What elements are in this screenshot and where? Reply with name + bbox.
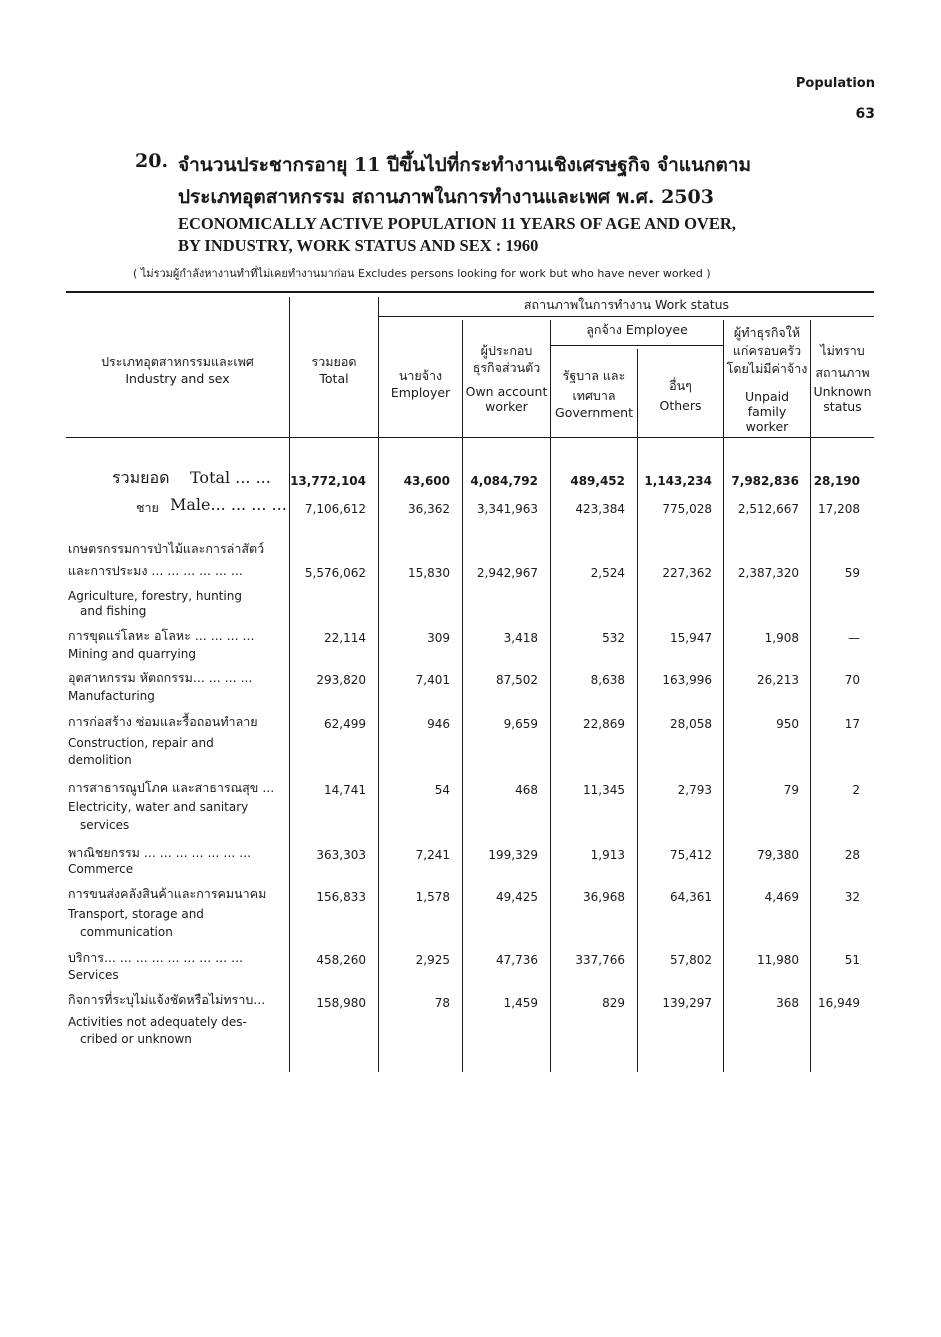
header-government-thai-2: เทศบาล: [572, 388, 616, 403]
row-label-male-english: Male... ... ... ...: [170, 495, 287, 514]
cell-unknown-status: —: [848, 631, 860, 645]
row-label-transport-english-2: communication: [80, 925, 173, 939]
header-employer-thai: นายจ้าง: [398, 368, 443, 383]
cell-own-account: 3,341,963: [476, 502, 538, 516]
cell-others: 28,058: [670, 717, 712, 731]
header-own-account-thai-2: ธุรกิจส่วนตัว: [472, 360, 541, 375]
row-label-transport-thai: การขนส่งคลังสินค้าและการคมนาคม: [68, 886, 267, 901]
cell-employer: 7,241: [415, 848, 450, 862]
cell-total: 5,576,062: [304, 566, 366, 580]
cell-unknown-status: 17: [844, 717, 860, 731]
cell-government: 829: [602, 996, 625, 1010]
cell-total: 13,772,104: [290, 474, 366, 488]
cell-total: 22,114: [324, 631, 366, 645]
header-unknown-english-1: Unknown: [813, 384, 872, 399]
header-own-account-thai-1: ผู้ประกอบ: [480, 343, 533, 358]
cell-own-account: 47,736: [496, 953, 538, 967]
cell-unknown-status: 16,949: [818, 996, 860, 1010]
cell-total: 156,833: [316, 890, 366, 904]
cell-others: 163,996: [662, 673, 712, 687]
cell-unpaid-family: 950: [776, 717, 799, 731]
cell-government: 337,766: [575, 953, 625, 967]
row-label-mining-english: Mining and quarrying: [68, 647, 196, 661]
row-label-construction-english-1: Construction, repair and: [68, 736, 214, 750]
header-unpaid-thai-3: โดยไม่มีค่าจ้าง: [726, 361, 808, 376]
cell-others: 64,361: [670, 890, 712, 904]
cell-unknown-status: 17,208: [818, 502, 860, 516]
cell-others: 75,412: [670, 848, 712, 862]
row-label-unknown-activities-english-1: Activities not adequately des-: [68, 1015, 247, 1029]
row-label-manufacturing-english: Manufacturing: [68, 689, 155, 703]
column-divider: [289, 297, 290, 1072]
cell-others: 227,362: [662, 566, 712, 580]
cell-government: 22,869: [583, 717, 625, 731]
row-label-manufacturing-thai: อุตสาหกรรม หัตถกรรม... ... ... ...: [68, 670, 253, 685]
header-others-thai: อื่นๆ: [669, 378, 692, 393]
header-own-account-english-2: worker: [485, 399, 528, 414]
cell-total: 7,106,612: [304, 502, 366, 516]
row-label-male-thai: ชาย: [136, 500, 159, 515]
cell-government: 36,968: [583, 890, 625, 904]
cell-unpaid-family: 2,512,667: [737, 502, 799, 516]
cell-government: 2,524: [590, 566, 625, 580]
row-label-unknown-activities-english-2: cribed or unknown: [80, 1032, 192, 1046]
title-thai-line2: ประเภทอุตสาหกรรม สถานภาพในการทำงานและเพศ พ.ศ. 2503: [178, 186, 714, 208]
row-label-electricity-english-2: services: [80, 818, 130, 832]
column-divider: [637, 349, 638, 1072]
cell-unpaid-family: 26,213: [757, 673, 799, 687]
cell-government: 1,913: [590, 848, 625, 862]
header-employer-english: Employer: [390, 385, 451, 400]
cell-unknown-status: 59: [844, 566, 860, 580]
header-unknown-thai-2: สถานภาพ: [815, 365, 870, 380]
header-others-english: Others: [659, 398, 702, 413]
row-label-services-english: Services: [68, 968, 119, 982]
cell-unpaid-family: 79: [783, 783, 799, 797]
cell-total: 293,820: [316, 673, 366, 687]
header-unknown-english-2: status: [823, 399, 862, 414]
cell-unknown-status: 2: [852, 783, 860, 797]
cell-employer: 946: [427, 717, 450, 731]
cell-total: 158,980: [316, 996, 366, 1010]
row-label-electricity-thai: การสาธารณูปโภค และสาธารณสุข ...: [68, 780, 275, 795]
cell-government: 532: [602, 631, 625, 645]
header-unpaid-thai-1: ผู้ทำธุรกิจให้: [733, 325, 801, 340]
cell-employer: 1,578: [415, 890, 450, 904]
work-status-rule: [378, 316, 874, 317]
cell-employer: 309: [427, 631, 450, 645]
cell-own-account: 9,659: [503, 717, 538, 731]
cell-total: 14,741: [324, 783, 366, 797]
column-divider: [378, 297, 379, 1072]
column-divider: [810, 320, 811, 1072]
running-head: Population: [795, 76, 875, 91]
row-label-construction-thai: การก่อสร้าง ซ่อมและรื้อถอนทำลาย: [68, 714, 258, 729]
cell-unpaid-family: 2,387,320: [737, 566, 799, 580]
cell-unpaid-family: 79,380: [757, 848, 799, 862]
cell-own-account: 4,084,792: [470, 474, 538, 488]
header-government-english: Government: [555, 405, 633, 420]
cell-unknown-status: 51: [844, 953, 860, 967]
row-label-total-thai: รวมยอด: [112, 468, 170, 487]
table-note: ( ไม่รวมผู้กำลังหางานทำที่ไม่เคยทำงานมาก่อน Excludes persons looking for work but who have never worked ): [133, 267, 711, 280]
header-own-account-english-1: Own account: [465, 384, 548, 399]
title-thai-line1: จำนวนประชากรอายุ 11 ปีขึ้นไปที่กระทำงานเชิงเศรษฐกิจ จำแนกตาม: [178, 154, 752, 176]
header-total-thai: รวมยอด: [311, 354, 357, 369]
cell-employer: 36,362: [408, 502, 450, 516]
cell-total: 458,260: [316, 953, 366, 967]
header-unpaid-english-2: family: [747, 404, 787, 419]
cell-government: 8,638: [590, 673, 625, 687]
cell-others: 1,143,234: [644, 474, 712, 488]
cell-others: 15,947: [670, 631, 712, 645]
cell-employer: 54: [434, 783, 450, 797]
cell-employer: 7,401: [415, 673, 450, 687]
cell-employer: 15,830: [408, 566, 450, 580]
header-employee: ลูกจ้าง Employee: [586, 322, 688, 337]
title-english-line1: ECONOMICALLY ACTIVE POPULATION 11 YEARS OF AGE AND OVER,: [178, 214, 736, 233]
header-unpaid-english-1: Unpaid: [744, 389, 790, 404]
row-label-mining-thai: การขุดแร่โลหะ อโลหะ ... ... ... ...: [68, 628, 255, 643]
cell-own-account: 1,459: [503, 996, 538, 1010]
row-label-commerce-english: Commerce: [68, 862, 134, 876]
column-divider: [462, 320, 463, 1072]
cell-employer: 2,925: [415, 953, 450, 967]
header-unknown-thai-1: ไม่ทราบ: [820, 343, 865, 358]
row-label-agriculture-english-2: and fishing: [80, 604, 147, 618]
header-industry-english: Industry and sex: [125, 371, 230, 386]
title-english-line2: BY INDUSTRY, WORK STATUS AND SEX : 1960: [178, 236, 539, 255]
row-label-commerce-thai: พาณิชยกรรม ... ... ... ... ... ... ...: [68, 845, 252, 860]
cell-unpaid-family: 4,469: [764, 890, 799, 904]
cell-government: 489,452: [570, 474, 625, 488]
row-label-agriculture-thai-1: เกษตรกรรมการป่าไม้และการล่าสัตว์: [68, 541, 265, 556]
cell-others: 139,297: [662, 996, 712, 1010]
row-label-construction-english-2: demolition: [68, 753, 132, 767]
cell-unpaid-family: 11,980: [757, 953, 799, 967]
cell-unknown-status: 28: [844, 848, 860, 862]
header-work-status: สถานภาพในการทำงาน Work status: [523, 297, 730, 312]
header-total-english: Total: [319, 371, 349, 386]
cell-unpaid-family: 7,982,836: [731, 474, 799, 488]
cell-employer: 78: [434, 996, 450, 1010]
cell-own-account: 87,502: [496, 673, 538, 687]
cell-government: 11,345: [583, 783, 625, 797]
cell-others: 57,802: [670, 953, 712, 967]
cell-own-account: 3,418: [503, 631, 538, 645]
cell-own-account: 199,329: [488, 848, 538, 862]
column-divider: [550, 320, 551, 1072]
row-label-agriculture-thai-2: และการประมง ... ... ... ... ... ...: [68, 563, 243, 578]
header-unpaid-english-3: worker: [745, 419, 789, 434]
cell-unpaid-family: 1,908: [764, 631, 799, 645]
table-number: 20.: [135, 150, 169, 172]
header-industry-thai: ประเภทอุตสาหกรรมและเพศ: [101, 354, 254, 369]
cell-own-account: 468: [515, 783, 538, 797]
cell-total: 62,499: [324, 717, 366, 731]
employee-rule: [550, 345, 723, 346]
cell-unknown-status: 70: [844, 673, 860, 687]
row-label-total-english: Total ... ...: [190, 468, 271, 487]
cell-government: 423,384: [575, 502, 625, 516]
cell-own-account: 2,942,967: [476, 566, 538, 580]
cell-others: 775,028: [662, 502, 712, 516]
header-unpaid-thai-2: แก่ครอบครัว: [732, 343, 802, 358]
row-label-transport-english-1: Transport, storage and: [68, 907, 204, 921]
cell-total: 363,303: [316, 848, 366, 862]
row-label-agriculture-english-1: Agriculture, forestry, hunting: [68, 589, 242, 603]
cell-employer: 43,600: [403, 474, 450, 488]
cell-others: 2,793: [677, 783, 712, 797]
header-bottom-rule: [66, 437, 874, 438]
cell-own-account: 49,425: [496, 890, 538, 904]
row-label-unknown-activities-thai: กิจการที่ระบุไม่แจ้งชัดหรือไม่ทราบ...: [68, 992, 266, 1007]
cell-unknown-status: 32: [844, 890, 860, 904]
row-label-electricity-english-1: Electricity, water and sanitary: [68, 800, 249, 814]
header-government-thai-1: รัฐบาล และ: [562, 368, 626, 383]
row-label-services-thai: บริการ... ... ... ... ... ... ... ... ...: [68, 950, 244, 965]
page-number: 63: [855, 106, 875, 122]
top-rule: [66, 291, 874, 293]
cell-unknown-status: 28,190: [813, 474, 860, 488]
cell-unpaid-family: 368: [776, 996, 799, 1010]
